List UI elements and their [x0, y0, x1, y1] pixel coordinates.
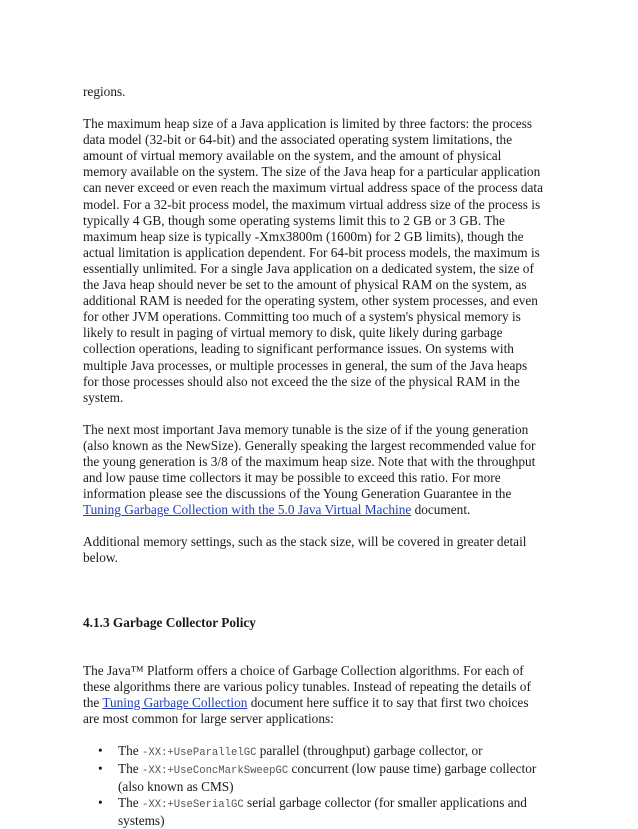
list-item	[98, 742, 543, 761]
text-segment: parallel (throughput) garbage collector, or	[256, 742, 483, 758]
spacer	[83, 599, 543, 615]
paragraph-regions: regions.	[83, 84, 126, 99]
section-heading: 4.1.3 Garbage Collector Policy	[83, 614, 256, 630]
spacer	[83, 631, 543, 663]
text-segment: The Java™ Platform offers a choice of Garbage Collection algorithms. For each of these algorithms there are various policy tunables. Instead of repeating the details of the	[83, 662, 531, 710]
list-item	[98, 761, 543, 795]
paragraph-heap-size: The maximum heap size of a Java application is limited by three factors: the process data model (32-bit or 64-bit) and the associated operating system limitations, the amount of virtual memory available on the system, and the amount of physical memory available on the system. The size of the Java heap for a particular application can never exceed or even reach the maximum virtual address space of the process data model. For a 32-bit process model, the maximum virtual address size of the process is typically 4 GB, though some operating systems limit this to 2 GB or 3 GB. The maximum heap size is typically -Xmx3800m (1600m) for 2 GB limits), though the actual limitation is application dependent. For 64-bit process models, the maximum is essentially unlimited. For a single Java application on a dedicated system, the size of the Java heap should never be set to the amount of physical RAM on the system, as additional RAM is needed for the operating system, other system processes, and even for other JVM operations. Committing too much of a system's physical memory is likely to result in paging of virtual memory to disk, quite likely during garbage collection operations, leading to significant performance issues. On systems with multiple Java processes, or multiple processes in general, the sum of the Java heaps for those processes should also not exceed the the size of the physical RAM in the system.	[83, 116, 544, 405]
gc-options-list	[83, 743, 543, 829]
text-segment: The	[118, 795, 142, 811]
paragraph-additional-settings: Additional memory settings, such as the stack size, will be covered in greater detail below.	[83, 534, 527, 566]
text-segment: The	[118, 742, 142, 758]
bullet-icon: •	[98, 742, 103, 758]
text-segment: The next most important Java memory tunable is the size of if the young generation (also known as the NewSize). Generally speaking the largest recommended value for the young generation is 3/8 of the maximum heap size. Note that with the throughput and low pause time collectors it may be possible to exceed this ratio. For more information please see the discussions of the Young Generation Guarantee in the	[83, 421, 536, 502]
spacer	[83, 406, 543, 422]
jvm-flag-code: -XX:+UseParallelGC	[142, 746, 257, 759]
tuning-gc-link[interactable]: Tuning Garbage Collection	[102, 694, 248, 710]
spacer	[83, 727, 543, 743]
spacer	[83, 518, 543, 534]
text-segment: document here suffice it to say that first two choices are most common for large server applications:	[83, 694, 529, 726]
list-item	[98, 795, 543, 829]
jvm-flag-code: -XX:+UseSerialGC	[142, 799, 244, 812]
bullet-icon: •	[98, 795, 103, 811]
jvm-flag-code: -XX:+UseConcMarkSweepGC	[142, 765, 289, 777]
text-segment: concurrent (low pause time) garbage collector (also known as CMS)	[118, 761, 537, 795]
text-segment: serial garbage collector (for smaller applications and systems)	[118, 795, 527, 829]
text-segment: The	[118, 761, 142, 776]
tuning-gc-5-link[interactable]: Tuning Garbage Collection with the 5.0 Java Virtual Machine	[83, 502, 412, 518]
spacer	[83, 567, 543, 599]
paragraph-young-generation	[83, 422, 543, 519]
spacer	[83, 100, 543, 116]
bullet-icon: •	[98, 761, 103, 776]
text-segment: document.	[411, 502, 471, 518]
paragraph-gc-policy	[83, 663, 543, 727]
document-page	[83, 84, 543, 829]
